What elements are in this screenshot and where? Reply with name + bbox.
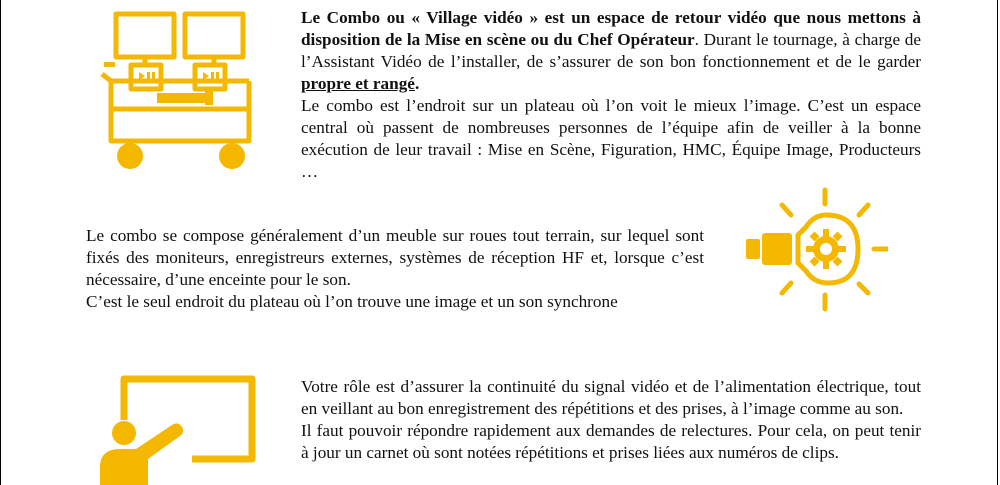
video-cart-icon <box>99 9 269 174</box>
presenter-board-icon <box>96 375 266 485</box>
composition-paragraph: Le combo se compose généralement d’un meuble sur roues tout terrain, sur lequel sont fixés des moniteurs, enregistreurs externes, systèmes de réception HF et, lorsque c’est nécessaire, d’une enceinte pour le son. <box>86 226 704 289</box>
role-paragraph: Votre rôle est d’assurer la continuité du signal vidéo et de l’alimentation électrique, tout en veillant au bon enregistrement des répétitions et des prises, à l’image comme au son. <box>301 377 921 418</box>
intro-text-block <box>301 7 921 183</box>
sync-paragraph: C’est le seul endroit du plateau où l’on trouve une image et un son synchrone <box>86 292 618 311</box>
intro-bold-text: Le Combo ou « Village vidéo » est un espace de retour vidéo que nous mettons à disposition de la Mise en scène ou du Chef Opérateur <box>301 8 921 49</box>
intro-period: . <box>414 74 420 93</box>
composition-text-block <box>86 225 704 313</box>
intro-paragraph <box>301 7 921 95</box>
combo-description-paragraph: Le combo est l’endroit sur un plateau où l’on voit le mieux l’image. C’est un espace central où passent de nombreuses personnes de l’équipe afin de veiller à la bonne exécution de leur travail : Mise en Scène, Figuration, HMC, Équipe Image, Producteurs … <box>301 96 921 181</box>
intro-regular-text: . Durant le tournage, à charge de l’Assistant Vidéo de l’installer, de s’assurer de son bon fonctionnement et de le garder <box>301 30 921 71</box>
playback-paragraph: Il faut pouvoir répondre rapidement aux demandes de relectures. Pour cela, on peut tenir à jour un carnet où sont notées répétitions et prises liées aux numéros de clips. <box>301 421 921 462</box>
lightbulb-gear-icon <box>738 187 888 317</box>
intro-underlined-text: propre et rangé <box>301 74 415 93</box>
role-text-block <box>301 376 921 464</box>
